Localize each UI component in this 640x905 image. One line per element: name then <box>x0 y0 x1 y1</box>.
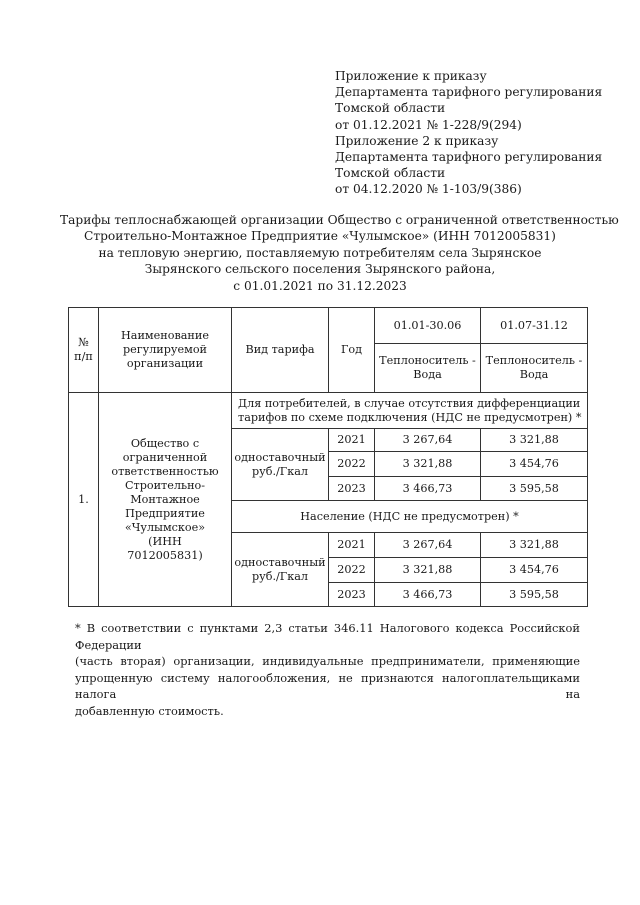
header-carrier-1: Теплоноситель - Вода <box>375 344 481 393</box>
header-carrier-2: Теплоноситель - Вода <box>481 344 588 393</box>
footnote-line: добавленную стоимость. <box>75 703 224 718</box>
tariff-value-h1: 3 321,88 <box>375 558 481 583</box>
year-cell: 2021 <box>329 533 375 558</box>
header-organization: Наименование регулируемой организации <box>99 308 232 393</box>
table-header-row <box>69 308 588 344</box>
year-cell: 2021 <box>329 429 375 452</box>
tariff-value-h1: 3 466,73 <box>375 477 481 501</box>
appendix-line: Департамента тарифного регулирования <box>335 85 603 100</box>
tariff-value-h2: 3 595,58 <box>481 477 588 501</box>
footnote-line: (часть вторая) организации, индивидуальные предприниматели, применяющие <box>75 654 580 668</box>
appendix-line: от 04.12.2020 № 1-103/9(386) <box>335 182 522 197</box>
document-title <box>60 212 619 294</box>
tariff-value-h2: 3 454,76 <box>481 558 588 583</box>
year-cell: 2022 <box>329 558 375 583</box>
header-year: Год <box>329 308 375 393</box>
tariff-value-h1: 3 321,88 <box>375 452 481 477</box>
title-line: Тарифы теплоснабжающей организации Общество с ограниченной ответственностью <box>60 213 619 227</box>
tariff-value-h2: 3 595,58 <box>481 583 588 607</box>
appendix-line: Томской области <box>335 101 446 116</box>
title-line: Строительно-Монтажное Предприятие «Чулымское» (ИНН 7012005831) <box>84 229 556 244</box>
tariff-table <box>68 307 588 607</box>
header-period-2: 01.07-31.12 <box>481 308 588 344</box>
appendix-line: Приложение к приказу <box>335 69 487 83</box>
group-caption: Население (НДС не предусмотрен) * <box>232 501 588 533</box>
header-tariff-type: Вид тарифа <box>232 308 329 393</box>
tariff-value-h1: 3 267,64 <box>375 429 481 452</box>
tariff-label: одноставочный руб./Гкал <box>232 533 329 607</box>
tariff-value-h1: 3 267,64 <box>375 533 481 558</box>
group-caption: Для потребителей, в случае отсутствия дифференциации тарифов по схеме подключения (НДС не предусмотрен) * <box>232 393 588 429</box>
appendix-line: Департамента тарифного регулирования <box>335 150 603 165</box>
tariff-value-h2: 3 321,88 <box>481 533 588 558</box>
appendix-line: Приложение 2 к приказу <box>335 133 499 148</box>
header-period-1: 01.01-30.06 <box>375 308 481 344</box>
title-line: на тепловую энергию, поставляемую потребителям села Зырянское <box>98 245 542 260</box>
row-number: 1. <box>69 393 99 607</box>
year-cell: 2022 <box>329 452 375 477</box>
year-cell: 2023 <box>329 477 375 501</box>
title-line: Зырянского сельского поселения Зырянского района, <box>144 262 496 277</box>
appendix-line: от 01.12.2021 № 1-228/9(294) <box>335 117 522 132</box>
title-line: с 01.01.2021 по 31.12.2023 <box>233 278 407 293</box>
footnote-line: * В соответствии с пунктами 2,3 статьи 346.11 Налогового кодекса Российской Федерации <box>75 621 580 652</box>
tariff-label: одноставочный руб./Гкал <box>232 429 329 501</box>
year-cell: 2023 <box>329 583 375 607</box>
tariff-value-h2: 3 454,76 <box>481 452 588 477</box>
header-number: № п/п <box>69 308 99 393</box>
appendix-reference <box>335 68 625 198</box>
table-row <box>69 393 588 429</box>
appendix-line: Томской области <box>335 166 446 181</box>
footnote-line: упрощенную систему налогообложения, не признаются налогоплательщиками налога на <box>75 670 580 701</box>
tariff-value-h1: 3 466,73 <box>375 583 481 607</box>
tariff-value-h2: 3 321,88 <box>481 429 588 452</box>
footnote <box>75 620 580 719</box>
organization-name: Общество с ограниченной ответственностью Строительно-Монтажное Предприятие «Чулымское» (ИНН 7012005831) <box>99 393 232 607</box>
